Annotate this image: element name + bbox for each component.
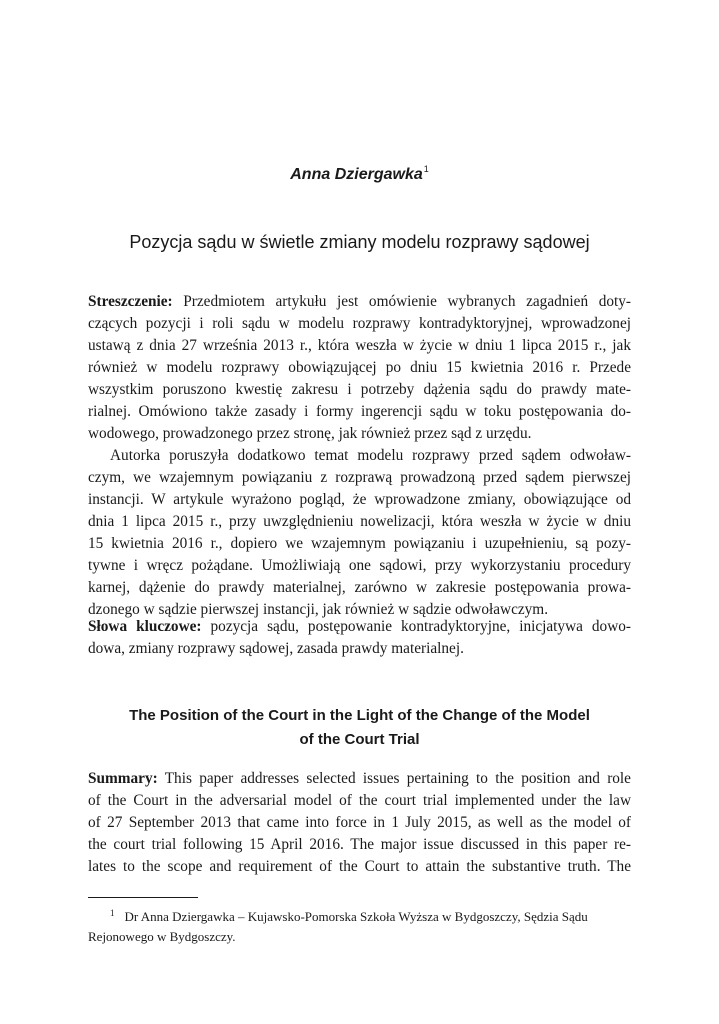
abstract-line: Autorka poruszyła dodatkowo temat modelu rozprawy przed sądem odwoław-	[110, 447, 631, 464]
summary-text: This paper addresses selected issues pertaining to the position and role	[164, 770, 631, 787]
author-line	[88, 157, 631, 187]
footnote-text: Dr Anna Dziergawka – Kujawsko-Pomorska Szkoła Wyższa w Bydgoszczy, Sędzia Sądu	[124, 909, 588, 924]
footnote-divider	[88, 897, 198, 898]
abstract-line: czym, we wzajemnym powiązaniu z rozprawą prowadzoną przed sądem pierwszej	[88, 469, 631, 486]
footnote	[88, 903, 631, 947]
polish-keywords	[88, 616, 631, 660]
abstract-line: rialnej. Omówiono także zasady i formy ingerencji sądu w toku postępowania do-	[88, 403, 631, 420]
keywords-line: dowa, zmiany rozprawy sądowej, zasada prawdy materialnej.	[88, 640, 464, 657]
abstract-line: również w modelu rozprawy obowiązującej po dniu 15 kwietnia 2016 r. Przede	[88, 359, 631, 376]
paper-page	[88, 0, 631, 1024]
abstract-line: wodowego, prowadzonego przez stronę, jak również przez sąd z urzędu.	[88, 425, 532, 442]
abstract-line: tywne i wręcz pożądane. Umożliwiają one sądowi, przy wykorzystaniu procedury	[88, 557, 631, 574]
abstract-line: dzonego w sądzie pierwszej instancji, jak również w sądzie odwoławczym.	[88, 601, 549, 618]
summary-line	[88, 768, 631, 790]
abstract-line	[88, 291, 631, 313]
abstract-line: 15 kwietnia 2016 r., dopiero we wzajemnym powiązaniu i uzupełnieniu, są pozy-	[88, 535, 631, 552]
abstract-line: karnej, dążenie do prawdy materialnej, zarówno w zakresie postępowania prowa-	[88, 579, 631, 596]
summary-line: the court trial following 15 April 2016. The major issue discussed in this paper re-	[88, 836, 631, 853]
abstract-label: Streszczenie:	[88, 293, 173, 310]
summary-line: lates to the scope and requirement of the Court to attain the substantive truth. The	[88, 858, 631, 875]
keywords-line	[88, 616, 631, 638]
abstract-line: dnia 1 lipca 2015 r., przy uwzględnieniu nowelizacji, która weszła w życie w dniu	[88, 513, 631, 530]
english-title-line: of the Court Trial	[299, 731, 420, 748]
summary-label: Summary:	[88, 770, 158, 787]
english-summary	[88, 768, 631, 878]
abstract-line: instancji. W artykule wyrażono pogląd, że wprowadzone zmiany, obowiązujące od	[88, 491, 631, 508]
polish-abstract	[88, 291, 631, 621]
abstract-text: Przedmiotem artykułu jest omówienie wybranych zagadnień doty-	[183, 293, 631, 310]
keywords-text: pozycja sądu, postępowanie kontradyktoryjne, inicjatywa dowo-	[210, 618, 631, 635]
summary-line: of 27 September 2013 that came into force in 1 July 2015, as well as the model of	[88, 814, 631, 831]
abstract-line: ustawą z dnia 27 września 2013 r., która weszła w życie w dniu 1 lipca 2015 r., jak	[88, 337, 631, 354]
english-title	[88, 704, 631, 752]
polish-title: Pozycja sądu w świetle zmiany modelu rozprawy sądowej	[129, 232, 590, 252]
abstract-line: czących pozycji i roli sądu w modelu rozprawy kontradyktoryjnej, wprowadzonej	[88, 315, 631, 332]
footnote-number: 1	[110, 908, 115, 918]
author-name: Anna Dziergawka	[290, 166, 423, 183]
english-title-line: The Position of the Court in the Light of the Change of the Model	[129, 707, 590, 724]
footnote-line	[88, 903, 631, 927]
author-footnote-marker: 1	[423, 164, 429, 174]
footnote-line: Rejonowego w Bydgoszczy.	[88, 929, 236, 944]
summary-line: of the Court in the adversarial model of the court trial implemented under the law	[88, 792, 631, 809]
abstract-line: wszystkim poruszono kwestię zakresu i potrzeby dążenia sądu do prawdy mate-	[88, 381, 631, 398]
keywords-label: Słowa kluczowe:	[88, 618, 202, 635]
